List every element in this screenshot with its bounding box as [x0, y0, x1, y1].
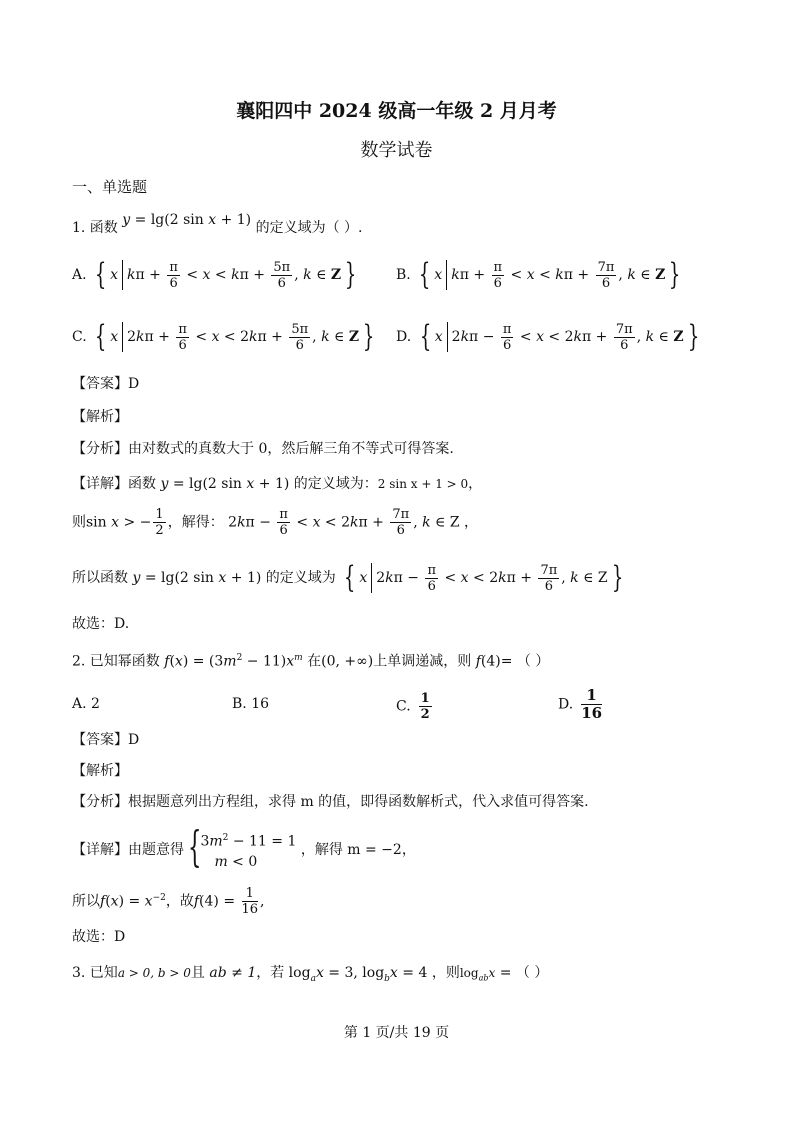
q1-xiangjie-line2: 则sin x > − $\frac{1}{2}$ ，解得： 2kπ − $\frac{\pi}{6}$ < x < 2kπ + $\frac{7\pi}{6}$ , k ∈ Z ，	[72, 507, 479, 538]
q1-option-c: C. { x 2kπ + $\frac{\pi}{6}$ < x < 2kπ + $\frac{5\pi}{6}$ , k ∈ Z }	[72, 319, 375, 354]
q2-xiangjie-line1: 【详解】由题意得 { $3m^2 - 11 = 1$ m < 0 ，解得 m = −2，	[72, 822, 416, 871]
q1-fenxi: 【分析】由对数式的真数大于 0，然后解三角不等式可得答案.	[72, 441, 454, 457]
q2-option-d: D. $\frac{1}{16}$	[558, 686, 603, 722]
q2-option-a: A. 2	[72, 696, 100, 712]
section-heading: 一、单选题	[72, 178, 148, 196]
exam-subtitle: 数学试卷	[360, 140, 433, 161]
q2-answer: 【答案】D	[72, 732, 140, 748]
q1-xiangjie-line3: 所以函数 y = lg(2 sin x + 1) 的定义域为 { x 2kπ − $\frac{\pi}{6}$ < x < 2kπ + $\frac{7\pi}{6}$ , k ∈ Z }	[72, 560, 623, 595]
q1-function: y	[122, 212, 131, 228]
q2-option-b: B. 16	[232, 696, 270, 712]
q1-analysis-label: 【解析】	[72, 409, 128, 425]
q2-conclusion: 故选：D	[72, 929, 126, 945]
q1-stem: 1. 函数 y = lg(2 sin x + 1) 的定义域为（ ）.	[72, 212, 363, 236]
q1-option-d: D. { x 2kπ − $\frac{\pi}{6}$ < x < 2kπ + $\frac{7\pi}{6}$ , k ∈ Z }	[396, 319, 699, 354]
q1-option-a: A. { x kπ + $\frac{\pi}{6}$ < x < kπ + $\frac{5\pi}{6}$ , k ∈ Z }	[72, 257, 357, 292]
q1-conclusion: 故选：D.	[72, 616, 130, 632]
q3-stem: 3. 已知a > 0, b > 0且 ab ≠ 1，若 $\log_ax = 3$, $\log_bx = 4$ ，则$\log_{ab}x$ = （ ）	[72, 965, 549, 984]
q1-xiangjie-line1: 【详解】函数 y = lg(2 sin x + 1) 的定义域为：2 sin x + 1 > 0，	[72, 476, 483, 492]
q1-answer: 【答案】D	[72, 376, 140, 392]
exam-title: 襄阳四中 2024 级高一年级 2 月月考	[236, 100, 557, 122]
q2-option-c: C. $\frac{1}{2}$	[396, 691, 430, 722]
page-footer: 第 1 页/共 19 页	[343, 1025, 450, 1041]
q2-analysis-label: 【解析】	[72, 763, 128, 779]
q2-xiangjie-line2: 所以$f(x) = x^{-2}$，故f(4) = $\frac{1}{16}$ ,	[72, 886, 265, 917]
q1-option-b: B. { x kπ + $\frac{\pi}{6}$ < x < kπ + $\frac{7\pi}{6}$ , k ∈ Z }	[396, 257, 681, 292]
q2-stem: 2. 已知幂函数 $f(x) = (3m^2 - 11)x^m$ 在(0, +∞)上单调递减，则 f(4)= （ ）	[72, 653, 550, 670]
q2-fenxi: 【分析】根据题意列出方程组，求得 m 的值，即得函数解析式，代入求值可得答案.	[72, 794, 589, 810]
